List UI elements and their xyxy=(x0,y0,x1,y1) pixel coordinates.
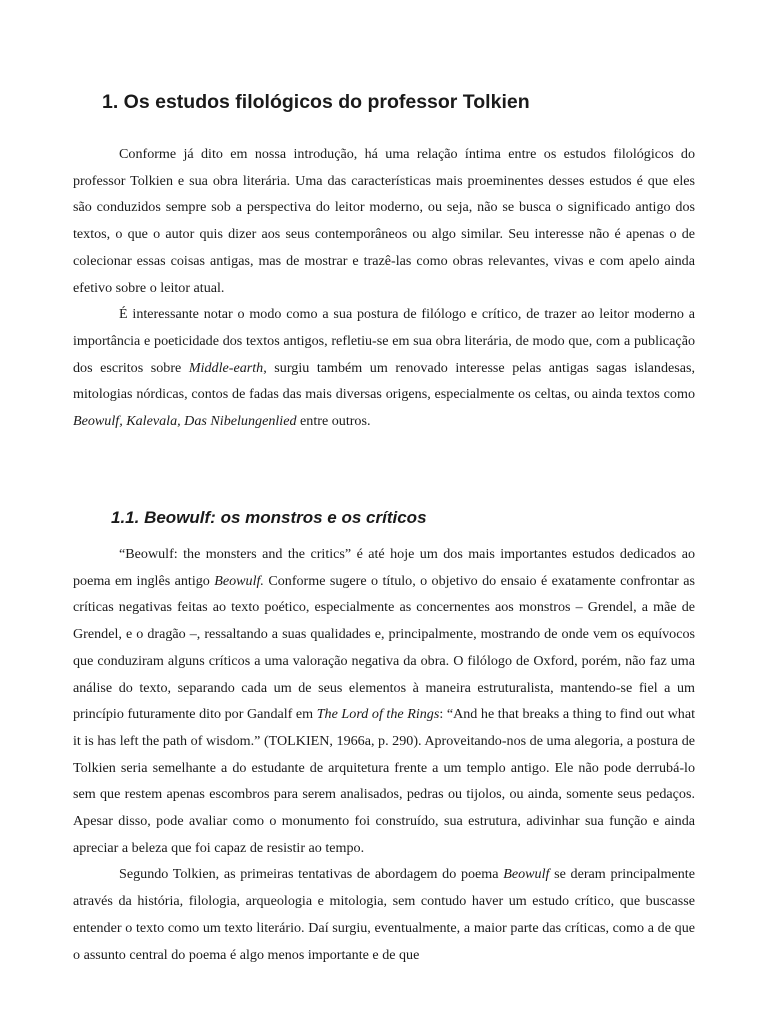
italic-middle-earth: Middle-earth xyxy=(188,359,264,376)
italic-titles: Beowulf, Kalevala, Das Nibelungenlied xyxy=(73,413,297,430)
paragraph-3-text-a: “Beowulf: the monsters and the critics” é até hoje um dos mais importantes estudos dedicados ao poema em inglês antigo xyxy=(73,546,695,589)
italic-beowulf: Beowulf. xyxy=(214,572,264,589)
paragraph-3-text-c: Conforme sugere o título, o objetivo do ensaio é exatamente confrontar as críticas negativas feitas ao texto poético, especialmente as concernentes aos monstros – Grendel, a mãe de Grendel, e o dragão –, ressaltando a suas qualidades e, principalmente, mostrando de onde vem os equívocos que conduziram alguns críticos a uma valoração negativa da obra. O filólogo de Oxford, porém, não faz uma análise do texto, separando cada um de seus elementos à maneira estruturalista, mantendo-se fiel a um princípio futuramente dito por Gandalf em xyxy=(73,572,695,723)
paragraph-2-text-c: , surgiu também um renovado interesse pelas antigas sagas islandesas, mitologias nórdicas, contos de fadas das mais diversas origens, especialmente os celtas, ou ainda textos como xyxy=(73,359,695,403)
paragraph-4-text-c: se deram principalmente através da história, filologia, arqueologia e mitologia, sem contudo haver um estudo crítico, que buscasse entender o texto como um texto literário. Daí surgiu, eventualmente, a maior parte das críticas, como a de que o assunto central do poema é algo menos importante e de que xyxy=(73,866,695,963)
paragraph-1: Conforme já dito em nossa introdução, há uma relação íntima entre os estudos filológicos do professor Tolkien e sua obra literária. Uma das características mais proeminentes desses estudos é que eles são conduzidos sempre sob a perspectiva do leitor moderno, ou seja, não se busca o significado antigo dos textos, o que o autor quis dizer aos seus contemporâneos ou algo similar. Seu interesse não é apenas o de colecionar essas coisas antigas, mas de mostrar e trazê-las como obras relevantes, vivas e com apelo ainda efetivo sobre o leitor atual. xyxy=(73,146,695,296)
paragraph-2-text-a: É interessante notar o modo como a sua postura de filólogo e crítico, de trazer ao leitor moderno a importância e poeticidade dos textos antigos, refletiu-se em sua obra literária, de modo que, com a publicação dos escritos sobre xyxy=(73,306,695,376)
italic-lord-of-the-rings: The Lord of the Rings xyxy=(316,706,440,723)
paragraph-2-text-e: entre outros. xyxy=(296,413,371,430)
section-intro xyxy=(73,141,695,435)
paragraph-4-text-a: Segundo Tolkien, as primeiras tentativas de abordagem do poema xyxy=(119,866,504,883)
paragraph-3 xyxy=(73,541,695,861)
paragraph-3-text-e: : “And he that breaks a thing to find out what it is has left the path of wisdom.” (TOLKIEN, 1966a, p. 290). Aproveitando-nos de uma alegoria, a postura de Tolkien seria semelhante a do estudante de arquitetura frente a um templo antigo. Ele não pode derrubá-lo sem que restem apenas escombros para serem analisados, pedras ou tijolos, ou ainda, somente seus pedaços. Apesar disso, pode avaliar como o monumento foi construído, sua estrutura, adivinhar sua função e ainda apreciar a beleza que foi capaz de resistir ao tempo. xyxy=(73,706,695,856)
section-beowulf xyxy=(73,541,695,968)
section-heading: 1.1. Beowulf: os monstros e os críticos xyxy=(111,508,427,527)
italic-beowulf-2: Beowulf xyxy=(503,866,550,883)
chapter-heading: 1. Os estudos filológicos do professor Tolkien xyxy=(102,91,530,113)
paragraph-4 xyxy=(73,861,695,968)
paragraph-2 xyxy=(73,301,695,435)
